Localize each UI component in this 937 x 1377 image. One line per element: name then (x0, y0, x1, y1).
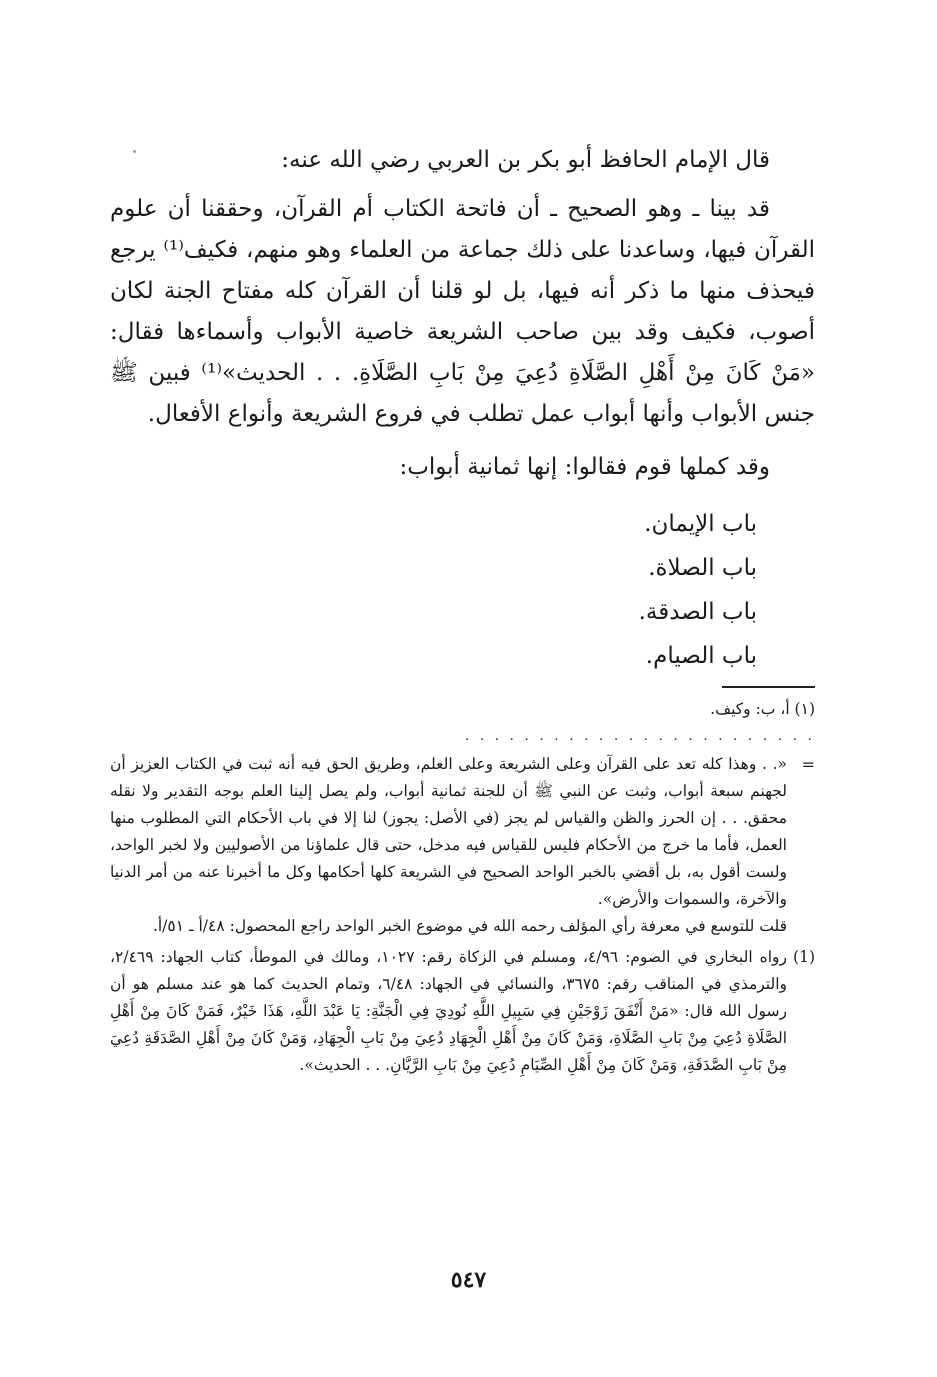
page-number: ٥٤٧ (450, 1267, 487, 1293)
paragraph-2: وقد كملها قوم فقالوا: إنها ثمانية أبواب: (399, 454, 770, 480)
footnote-hadith-source (110, 944, 815, 1079)
footnotes (110, 696, 815, 1079)
page-content (110, 140, 815, 1079)
main-text (110, 140, 815, 678)
dotted-separator: . . . . . . . . . . . . . . . . . . . . . . . . (464, 728, 815, 744)
continuation-body (110, 751, 787, 940)
footnote-continuation (110, 751, 815, 940)
intro-line: قال الإمام الحافظ أبو بكر بن العربي رضي الله عنه: (281, 147, 770, 173)
gate-item: باب الإيمان. (644, 511, 757, 537)
paragraph-1: قد بينا ـ وهو الصحيح ـ أن فاتحة الكتاب أم القرآن، وحققنا أن علوم القرآن فيها، وساعدنا على ذلك جماعة من العلماء وهو منهم، فكيف⁽¹⁾ يرجع فيحذف منها ما ذكر أنه فيها، بل لو قلنا أن القرآن كله مفتاح الجنة لكان أصوب، فكيف وقد بين صاحب الشريعة خاصية الأبواب وأسماءها فقال: «مَنْ كَانَ مِنْ أَهْلِ الصَّلَاةِ دُعِيَ مِنْ بَابِ الصَّلَاةِ. . . الحديث»⁽¹⁾ فبين ﷺ جنس الأبواب وأنها أبواب عمل تطلب في فروع الشريعة وأنواع الأفعال. (110, 196, 815, 427)
footnote-body (110, 944, 787, 1079)
footnote-text: رواه البخاري في الصوم: ٤/٩٦، ومسلم في الزكاة رقم: ١٠٢٧، ومالك في الموطأ، كتاب الجهاد: ٢/٤٦٩، والترمذي في المناقب رقم: ٣٦٧٥، والنسائي في الجهاد: ٦/٤٨، وتمام الحديث كما هو عند مسلم هو أن رسول الله قال: «مَنْ أَنْفَقَ زَوْجَيْنِ فِي سَبِيلِ اللَّهِ نُودِيَ فِي الْجَنَّةِ: يَا عَبْدَ اللَّهِ، هَذَا خَيْرٌ، فَمَنْ كَانَ مِنْ أَهْلِ الصَّلَاةِ دُعِيَ مِنْ بَابِ الصَّلَاةِ، وَمَنْ كَانَ مِنْ أَهْلِ الْجِهَادِ دُعِيَ مِنْ بَابِ الْجِهَادِ، وَمَنْ كَانَ مِنْ أَهْلِ الصَّدَقَةِ دُعِيَ مِنْ بَابِ الصَّدَقَةِ، وَمَنْ كَانَ مِنْ أَهْلِ الصِّيَامِ دُعِيَ مِنْ بَابِ الرَّيَّانِ. . . الحديث». (110, 948, 787, 1074)
editor-note: قلت للتوسع في معرفة رأي المؤلف رحمه الله في موضوع الخبر الواحد راجع المحصول: ٤٨/أ ـ ٥١/أ. (152, 917, 787, 935)
footnote-separator (722, 686, 815, 688)
gate-item: باب الصلاة. (648, 555, 757, 581)
footnote-variant: (١) أ، ب: وكيف. (710, 700, 815, 718)
footnote-number: (1) (793, 948, 815, 966)
gate-item: باب الصدقة. (638, 599, 757, 625)
continuation-text: «. . وهذا كله تعد على القرآن وعلى الشريعة وعلى العلم، وطريق الحق فيه أنه ثبت في الكتاب العزيز أن لجهنم سبعة أبواب، وثبت عن النبي ﷺ أن للجنة ثمانية أبواب، ولم يصل إلينا العلم بوجه التقدير ولا نقله محقق. . . إن الحرز والظن والقياس لم يجز (في الأصل: يجوز) لنا إلا في باب الأحكام التي المطلوب منها العمل، فأما ما خرج من الأحكام فليس للقياس فيه مدخل، حتى قال علماؤنا من الأصوليين ولا لخبر الواحد، ولست أقول به، بل أقضي بالخبر الواحد الصحيح في الشريعة كلها أحكامها وكل ما أخبرنا عنه من أمر الدنيا والآخرة، والسموات والأرض». (110, 755, 787, 908)
gate-item: باب الصيام. (645, 643, 757, 669)
gates-list (110, 502, 815, 678)
continuation-mark: = (801, 755, 815, 774)
